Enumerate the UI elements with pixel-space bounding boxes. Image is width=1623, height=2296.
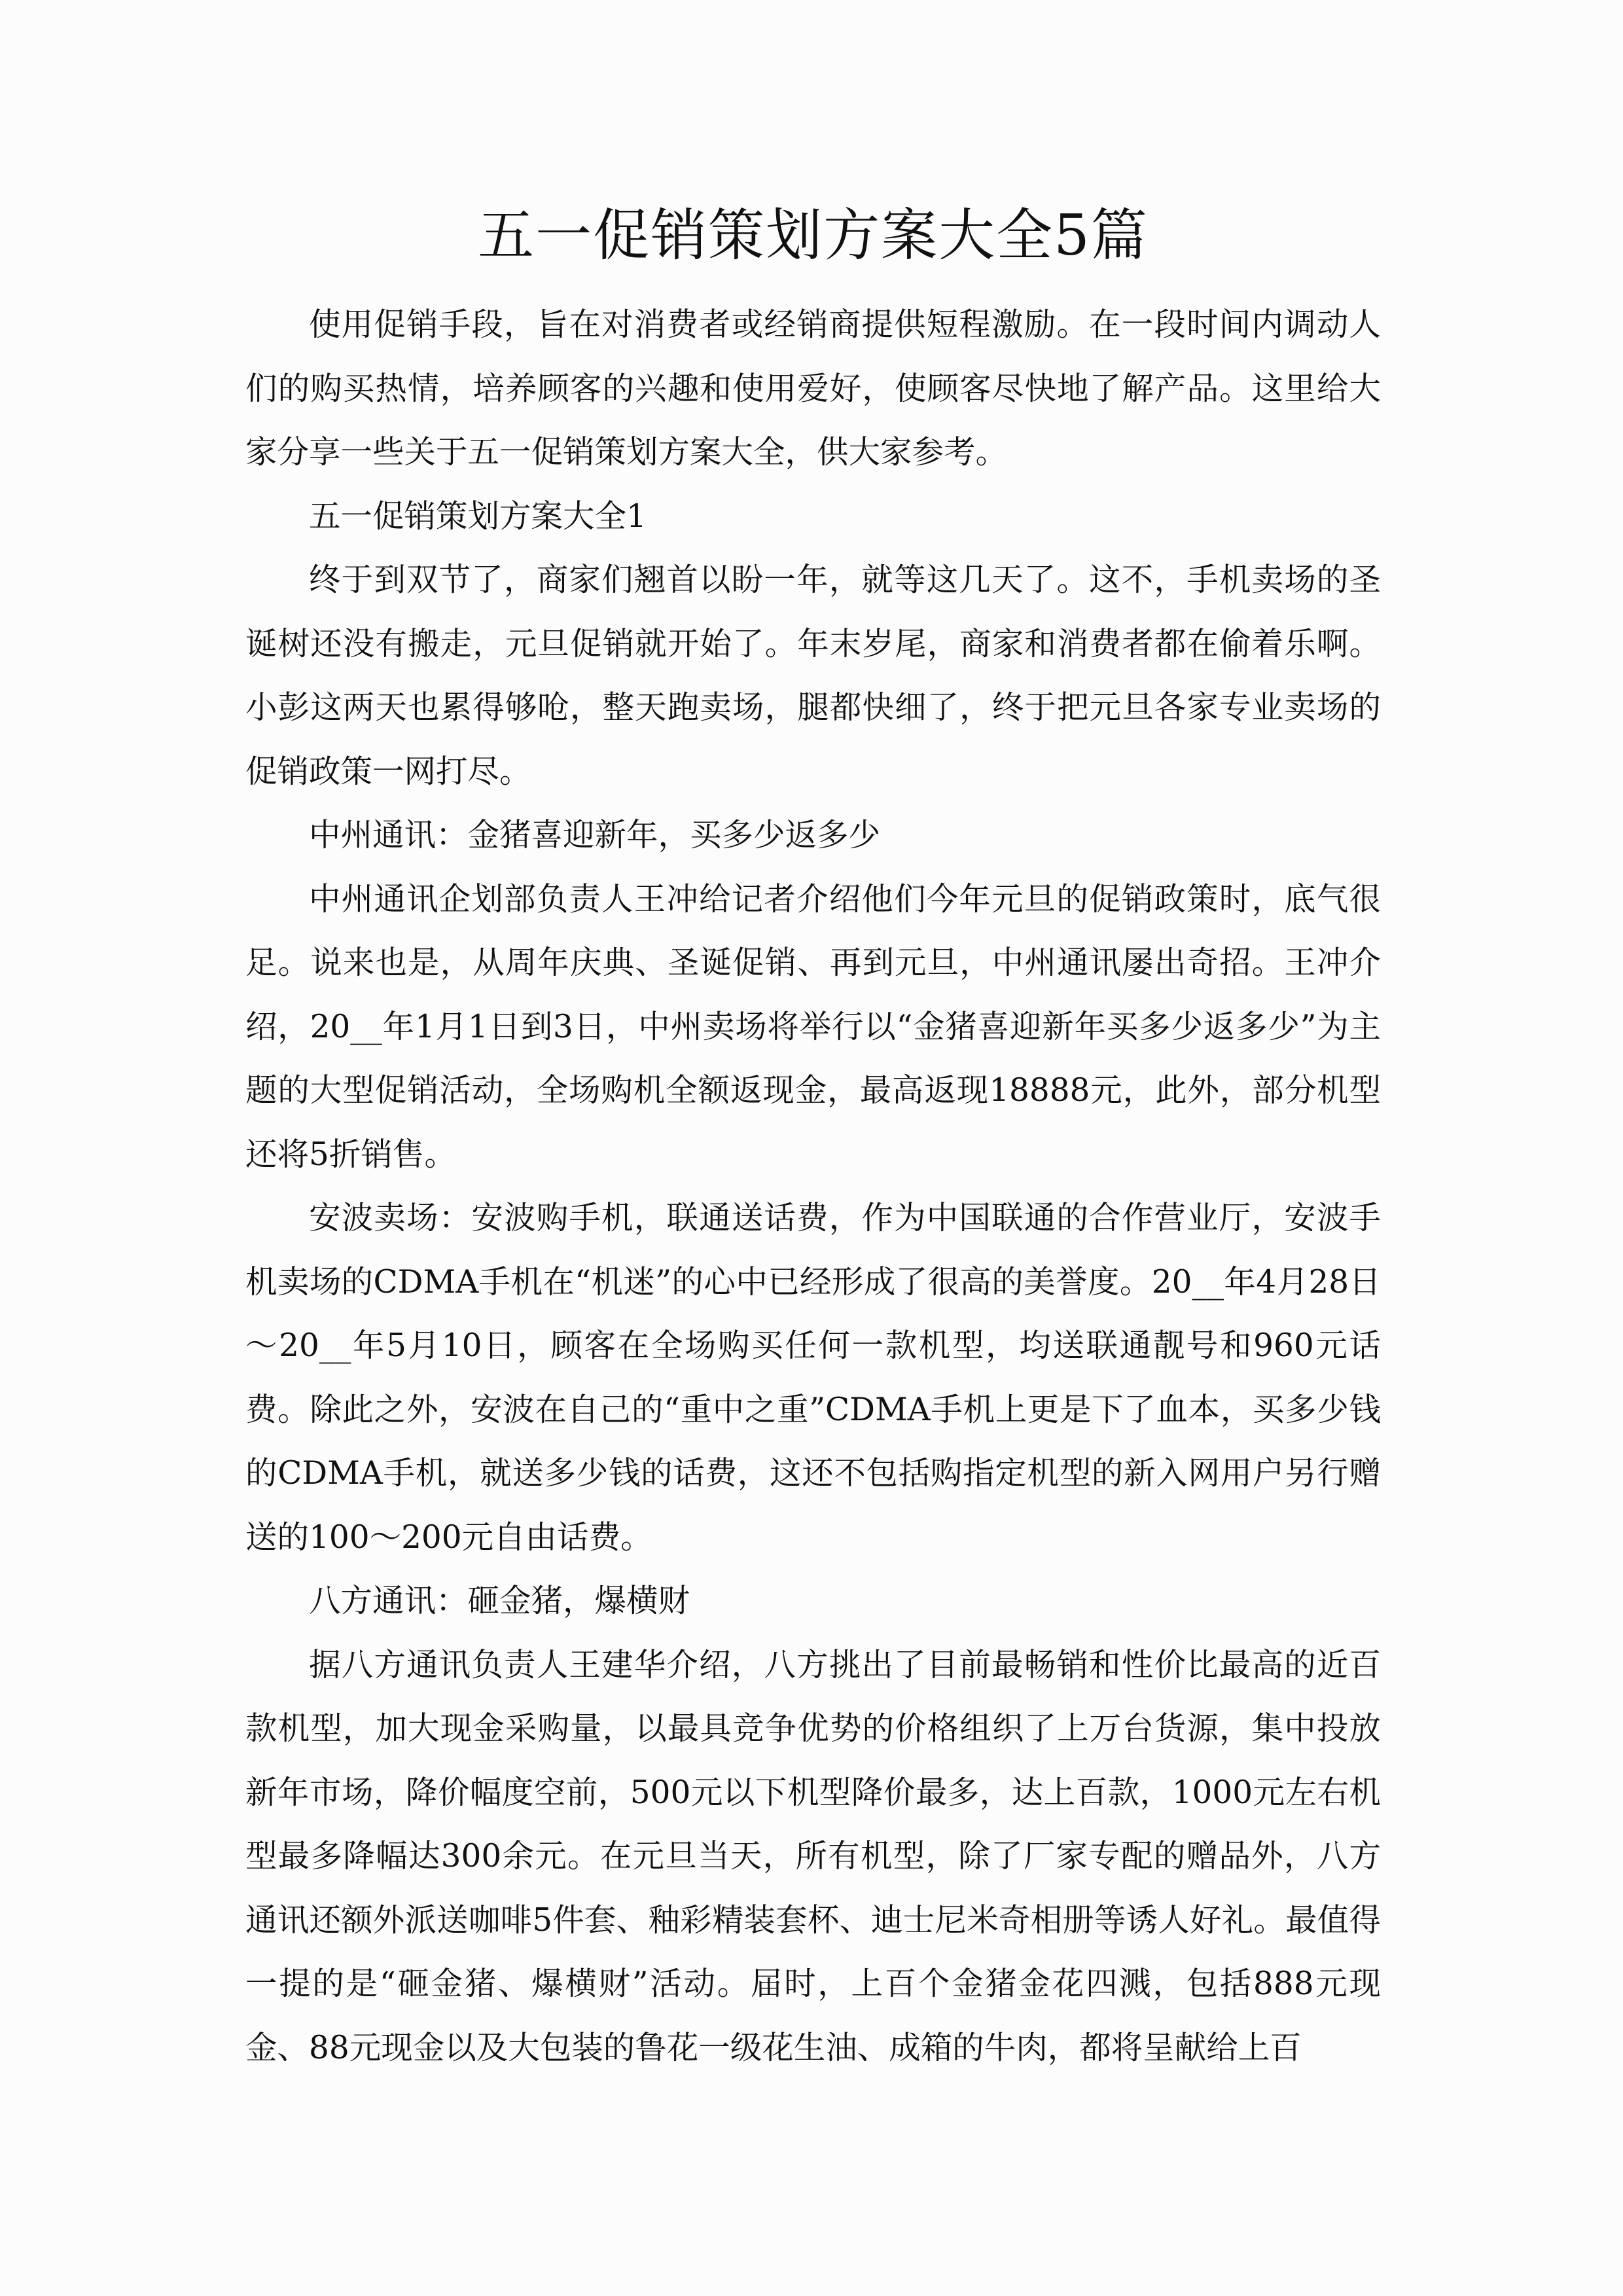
body-paragraph: 中州通讯企划部负责人王冲给记者介绍他们今年元旦的促销政策时，底气很足。说来也是，从周年庆典、圣诞促销、再到元旦，中州通讯屡出奇招。王冲介绍，20__年1月1日到3日，中州卖场将举行以“金猪喜迎新年买多少返多少”为主题的大型促销活动，全场购机全额返现金，最高返现18888元，此外，部分机型还将5折销售。 — [245, 880, 1381, 1173]
document-page — [245, 196, 1381, 2080]
section-heading-plan-1: 五一促销策划方案大全1 — [309, 497, 647, 535]
body-paragraph-anbo: 安波卖场：安波购手机，联通送话费，作为中国联通的合作营业厅，安波手机卖场的CDMA手机在“机迷”的心中已经形成了很高的美誉度。20__年4月28日～20__年5月10日，顾客在全场购买任何一款机型，均送联通靓号和960元话费。除此之外，安波在自己的“重中之重”CDMA手机上更是下了血本，买多少钱的CDMA手机，就送多少钱的话费，这还不包括购指定机型的新入网用户另行赠送的100～200元自由话费。 — [245, 1200, 1381, 1556]
subheading-zhongzhou: 中州通讯：金猪喜迎新年，买多少返多少 — [309, 817, 881, 853]
body-paragraph: 据八方通讯负责人王建华介绍，八方挑出了目前最畅销和性价比最高的近百款机型，加大现金采购量，以最具竞争优势的价格组织了上万台货源，集中投放新年市场，降价幅度空前，500元以下机型降价最多，达上百款，1000元左右机型最多降幅达300余元。在元旦当天，所有机型，除了厂家专配的赠品外，八方通讯还额外派送咖啡5件套、釉彩精装套杯、迪士尼米奇相册等诱人好礼。最值得一提的是“砸金猪、爆横财”活动。届时，上百个金猪金花四溅，包括888元现金、88元现金以及大包装的鲁花一级花生油、成箱的牛肉，都将呈献给上百 — [245, 1646, 1381, 2066]
intro-paragraph: 使用促销手段，旨在对消费者或经销商提供短程激励。在一段时间内调动人们的购买热情，培养顾客的兴趣和使用爱好，使顾客尽快地了解产品。这里给大家分享一些关于五一促销策划方案大全，供大家参考。 — [245, 306, 1381, 471]
subheading-bafang: 八方通讯：砸金猪，爆横财 — [309, 1583, 690, 1619]
document-title: 五一促销策划方案大全5篇 — [478, 203, 1149, 268]
body-paragraph: 终于到双节了，商家们翘首以盼一年，就等这几天了。这不，手机卖场的圣诞树还没有搬走，元旦促销就开始了。年末岁尾，商家和消费者都在偷着乐啊。小彭这两天也累得够呛，整天跑卖场，腿都快细了，终于把元旦各家专业卖场的促销政策一网打尽。 — [245, 562, 1381, 790]
